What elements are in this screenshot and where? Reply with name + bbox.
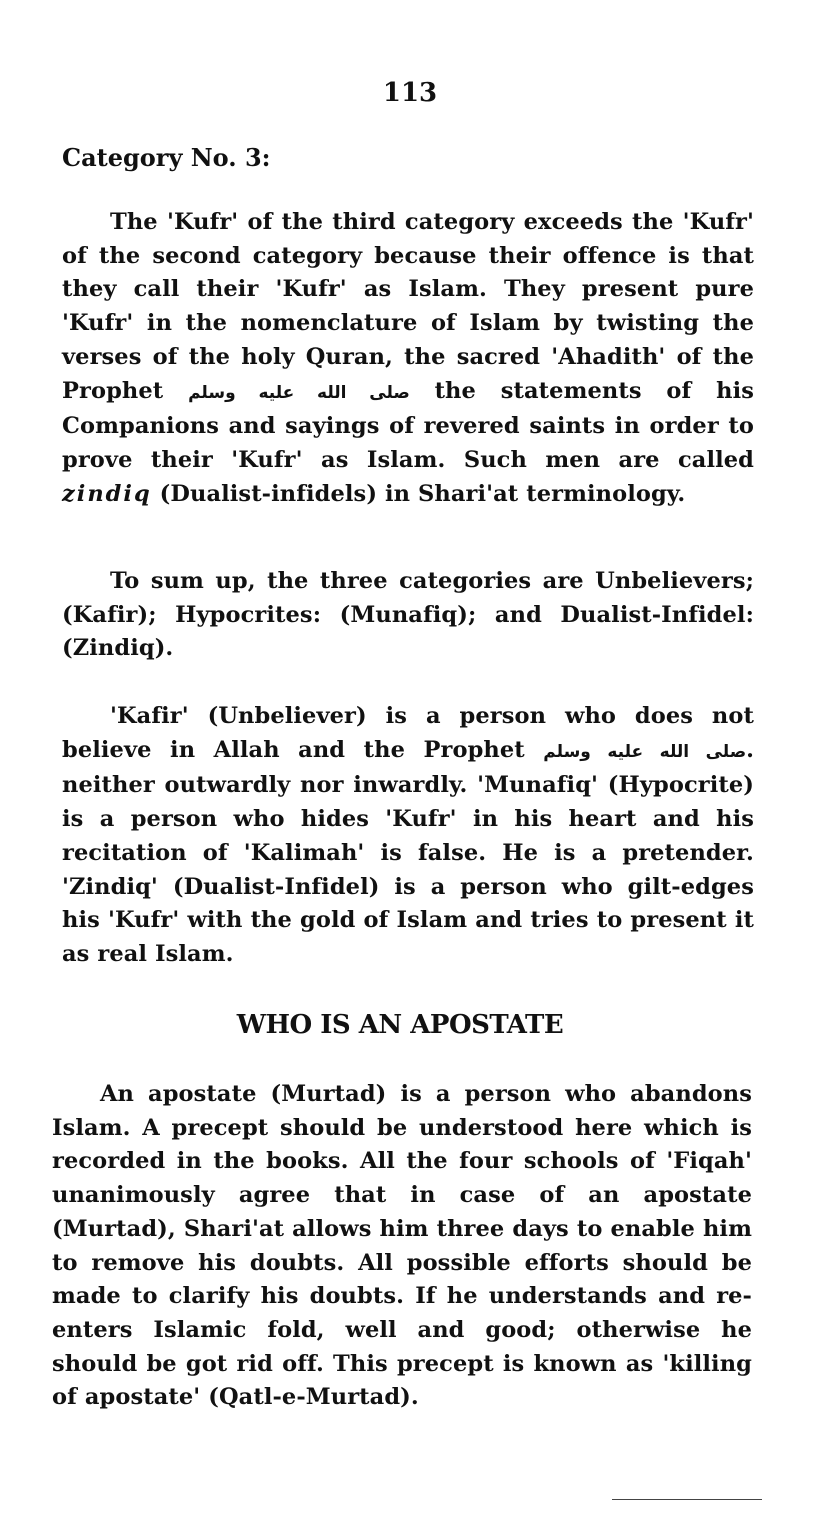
paragraph-text: 'Kafir' (Unbeliever) is a person who does not believe in Allah and the Prophet <box>62 703 754 763</box>
arabic-salutation: صلى الله عليه وسلم <box>188 382 410 403</box>
paragraph-definitions <box>62 700 754 972</box>
arabic-salutation: صلى الله عليه وسلم <box>543 741 747 762</box>
page-number: 113 <box>382 78 438 108</box>
paragraph-text: The 'Kufr' of the third category exceeds the 'Kufr' of the second category because their offence is that they call their 'Kufr' as Islam. They present pure 'Kufr' in the nomenclature of Islam by twisting the verses of the holy Quran, the sacred 'Ahadith' of the Prophet <box>62 209 754 404</box>
footer-rule <box>612 1499 762 1500</box>
paragraph-text: the statements of his Companions and sayings of revered saints in order to prove their 'Kufr' as Islam. Such men are called <box>62 377 754 473</box>
paragraph-third-category <box>62 206 754 511</box>
term-zindiq: zindiq <box>62 480 152 507</box>
category-heading: Category No. 3: <box>62 143 271 172</box>
paragraph-summary: To sum up, the three categories are Unbelievers; (Kafir); Hypocrites: (Munafiq); and Dualist-Infidel: (Zindiq). <box>62 568 754 662</box>
paragraph-text: (Dualist-infidels) in Shari'at terminology. <box>151 480 686 507</box>
paragraph-apostate: An apostate (Murtad) is a person who abandons Islam. A precept should be understood here which is recorded in the books. All the four schools of 'Fiqah' unanimously agree that in case of an apostate (Murtad), Shari'at allows him three days to enable him to remove his doubts. All possible efforts should be made to clarify his doubts. If he understands and re-enters Islamic fold, well and good; otherwise he should be got rid off. This precept is known as 'killing of apostate' (Qatl-e-Murtad). <box>52 1081 752 1411</box>
section-heading: WHO IS AN APOSTATE <box>236 1010 564 1040</box>
paragraph-text: . neither outwardly nor inwardly. 'Munafiq' (Hypocrite) is a person who hides 'Kufr' in his heart and his recitation of 'Kalimah' is false. He is a pretender. 'Zindiq' (Dualist-Infidel) is a person who gilt-edges his 'Kufr' with the gold of Islam and tries to present it as real Islam. <box>62 736 754 967</box>
